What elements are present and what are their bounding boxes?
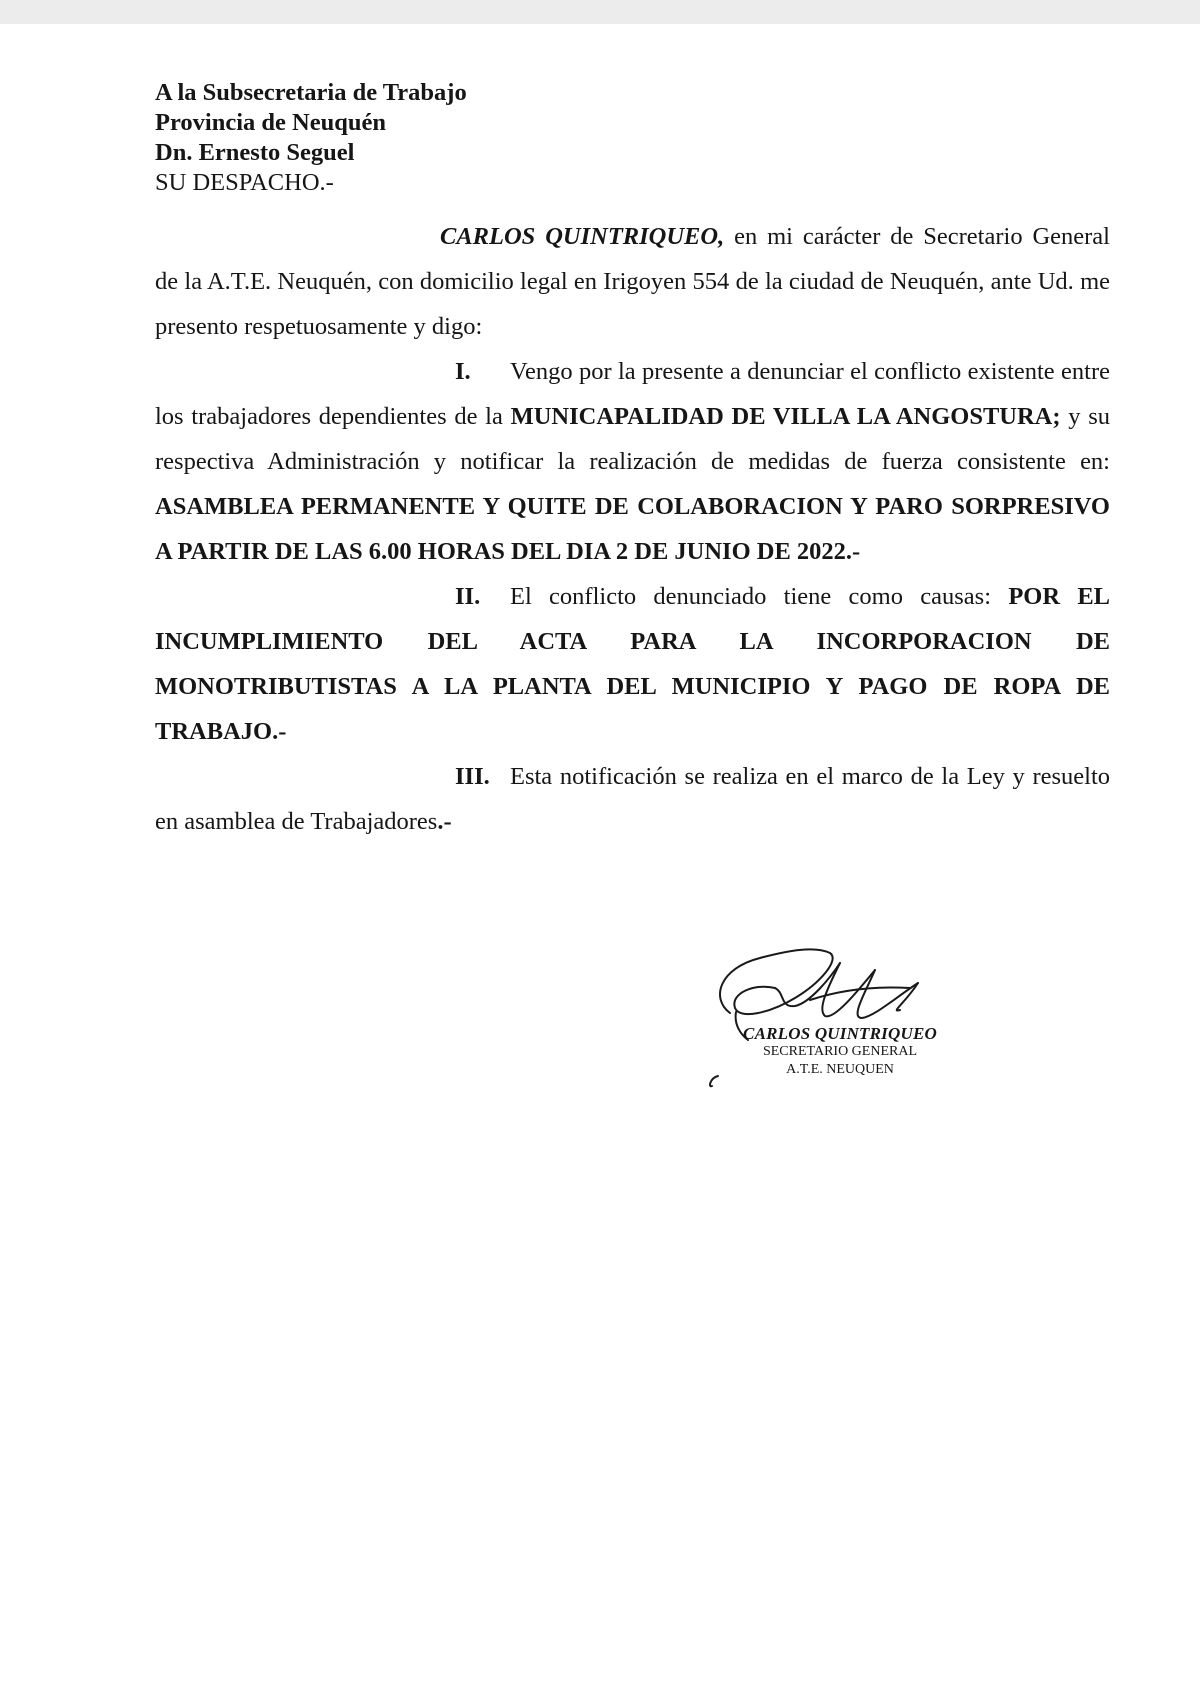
section-1-number: I. bbox=[455, 358, 471, 385]
section-2-bold-a: POR EL INCUMPLIMIENTO DEL ACTA PARA LA INCORPORACION DE MONOTRIBUTISTAS A LA PLANTA DEL MUNICIPIO Y PAGO DE ROPA DE TRABAJO.- bbox=[155, 583, 1110, 745]
section-3-number: III. bbox=[455, 763, 490, 790]
intro-text: en mi carácter de Secretario General de la A.T.E. Neuquén, con domicilio legal en Irigoyen 554 de la ciudad de Neuquén, ante Ud. me presento respetuosamente y digo: bbox=[155, 223, 1110, 340]
signature-text bbox=[700, 1025, 980, 1079]
recipient-line-4: SU DESPACHO.- bbox=[155, 169, 334, 196]
section-1-bold-a: MUNICAPALIDAD DE VILLA LA ANGOSTURA; bbox=[510, 403, 1061, 430]
recipient-block bbox=[155, 78, 1110, 198]
top-bar bbox=[0, 0, 1200, 24]
section-3 bbox=[155, 754, 1110, 844]
recipient-line-2: Provincia de Neuquén bbox=[155, 109, 386, 136]
signatory-org: A.T.E. NEUQUEN bbox=[786, 1062, 894, 1077]
section-1-text-a: Vengo por la presente a denunciar el conflicto existente entre los trabajadores dependientes de la bbox=[155, 358, 1110, 430]
signatory-name: CARLOS QUINTRIQUEO bbox=[743, 1024, 937, 1043]
section-3-text-a: Esta notificación se realiza en el marco de la Ley y resuelto en asamblea de Trabajadores bbox=[155, 763, 1110, 835]
section-3-bold-a: .- bbox=[437, 808, 452, 835]
section-1-bold-b: ASAMBLEA PERMANENTE Y QUITE DE COLABORACION Y PARO SORPRESIVO A PARTIR DE LAS 6.00 HORAS DEL DIA 2 DE JUNIO DE 2022.- bbox=[155, 493, 1110, 565]
section-2 bbox=[155, 574, 1110, 754]
section-2-number: II. bbox=[455, 583, 481, 610]
signature-block bbox=[700, 928, 980, 1090]
section-1-text-b: y su respectiva Administración y notificar la realización de medidas de fuerza consistente en: bbox=[155, 403, 1110, 475]
signatory-role: SECRETARIO GENERAL bbox=[762, 1044, 918, 1059]
sender-name: CARLOS QUINTRIQUEO, bbox=[440, 223, 725, 250]
recipient-line-3: Dn. Ernesto Seguel bbox=[155, 139, 355, 166]
intro-paragraph bbox=[155, 214, 1110, 349]
recipient-line-1: A la Subsecretaria de Trabajo bbox=[155, 79, 467, 106]
letter-page bbox=[155, 78, 1110, 844]
section-2-text-a: El conflicto denunciado tiene como causas: bbox=[510, 583, 1009, 610]
section-1 bbox=[155, 349, 1110, 574]
